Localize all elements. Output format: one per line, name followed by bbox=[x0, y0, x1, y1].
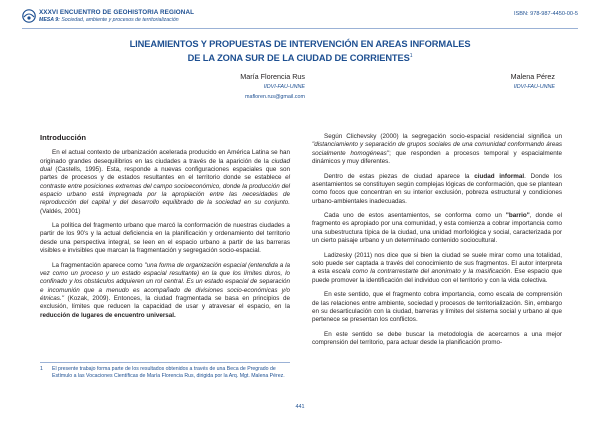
paragraph: En el actual contexto de urbanización acelerada producido en América Latina se han originado grandes desequilibrios en las ciudades a través de la aparición de la ciudad dual (Castells, 1995). Esta, responde a nuevas configuraciones espaciales que son partes de procesos y de estados resultantes en el territorio donde se establece el contraste entre posiciones extremas del campo socioeconómico, donde la producción del espacio urbano está impregnada por la apropiación entre las necesidades de reproducción del capital y del desarrollo equilibrado de la sociedad en su conjunto. (Valdés, 2001) bbox=[40, 149, 290, 215]
author-affiliation: IIDVI-FAU-UNNE bbox=[513, 84, 555, 90]
page-number: 441 bbox=[295, 404, 305, 410]
paragraph: Dentro de estas piezas de ciudad aparece la ciudad informal. Donde los asentamientos se constituyen según complejas lógicas de conformación, que se plantean como focos que concentran en su interior exclusión, pobreza estructural y condiciones urbano-ambientales inadecuadas. bbox=[312, 172, 562, 205]
footnote-number: 1 bbox=[40, 366, 43, 372]
paragraph: En este sentido se debe buscar la metodología de acercarnos a una mejor comprensión del territorio, para actuar desde la planificación promo- bbox=[312, 330, 562, 347]
footnote-divider bbox=[40, 362, 290, 363]
paragraph: La fragmentación aparece como "una forma de organización espacial (entendida a la vez como un proceso y un estado espacial resultante) en la que los límites duros, lo confinado y los obstáculos adquieren un rol central. Es un estado espacial de separación e incomunión que a menudo es acompañado de divisiones socio-económicas y/o étnicas." (Kozak, 2009). Entonces, la ciudad fragmentada se basa en principios de exclusión, límites que reducen la capacidad de usar y atravesar el espacio, en la reducción de lugares de encuentro universal. bbox=[40, 261, 291, 319]
paragraph: En este sentido, que el fragmento cobra importancia, como escala de comprensión de las relaciones entre ambiente, sociedad y procesos de territorialización. Sin, embargo en su desarticulación con la ciudad, barreras y límites del sistema social y urbano al que pertenece se presentan los conflictos. bbox=[312, 291, 562, 324]
author-name: María Florencia Rus bbox=[240, 72, 305, 81]
header-divider bbox=[22, 28, 578, 29]
paragraph: Cada uno de estos asentamientos, se conforma como un "barrio", donde el fragmento es apropiado por una comunidad, y esta comienza a cobrar importancia como una subestructura típica de la ciudad, una unidad morfológica y social, caracterizada por un cierto paisaje urbano y un determinado contenido sociocultural. bbox=[312, 212, 562, 245]
author-block-1 bbox=[170, 72, 305, 101]
author-block-2 bbox=[440, 72, 555, 91]
paragraph: La política del fragmento urbano que marcó la conformación de nuestras ciudades a partir de los 90's y la actual deficiencia en la planificación y ordenamiento del territorio desde una perspectiva integral, se leen en el espacio urbano a partir de las barreras visibles e invisibles que marcan la fragmentación y segregación socio-espacial. bbox=[40, 222, 290, 255]
page-header bbox=[22, 8, 578, 28]
author-name: Malena Pérez bbox=[510, 72, 555, 81]
right-column bbox=[312, 133, 562, 354]
title-footnote-ref: 1 bbox=[409, 53, 413, 59]
footnote bbox=[40, 366, 290, 380]
footnote-text: El presente trabajo forma parte de los resultados obtenidos a través de una Beca de Pregrado de Estímulo a las Vocaciones Científicas de María Florencia Rus, dirigida por la Arq. Mgt. Malena Pérez. bbox=[52, 366, 285, 379]
article-title: LINEAMIENTOS Y PROPUESTAS DE INTERVENCIÓN EN AREAS INFORMALES DE LA ZONA SUR DE LA CIUDAD DE CORRIENTES$^1$ bbox=[129, 39, 471, 64]
author-email[interactable]: mafloren.rus@gmail.com bbox=[245, 94, 305, 100]
event-logo-icon bbox=[22, 9, 36, 23]
left-column bbox=[40, 133, 290, 326]
author-affiliation: IIDVI-FAU-UNNE bbox=[263, 84, 305, 90]
isbn: ISBN: 978-987-4450-00-5 bbox=[513, 11, 578, 17]
event-title: XXXVI ENCUENTRO DE GEOHISTORIA REGIONAL bbox=[39, 9, 195, 16]
section-heading: Introducción bbox=[40, 133, 86, 142]
paragraph: Ladizesky (2011) nos dice que si bien la ciudad se suele mirar como una totalidad, solo puede ser captada a través del conocimiento de sus fragmentos. El autor interpreta a esta escala como la contrarrestarte del anonimato y la masificación. Ese espacio que puede promover la identificación del individuo con el territorio y con la vida colectiva. bbox=[312, 251, 563, 284]
mesa-subtitle: MESA 9: Sociedad, ambiente y procesos de territorialización bbox=[39, 17, 179, 23]
paragraph: Según Clichevsky (2000) la segregación socio-espacial residencial significa un "distanciamiento y separación de grupos sociales de una comunidad conformando áreas socialmente homogéneas"; que responden a procesos temporal y espacialmente dinámicos y muy diferentes. bbox=[312, 133, 562, 166]
